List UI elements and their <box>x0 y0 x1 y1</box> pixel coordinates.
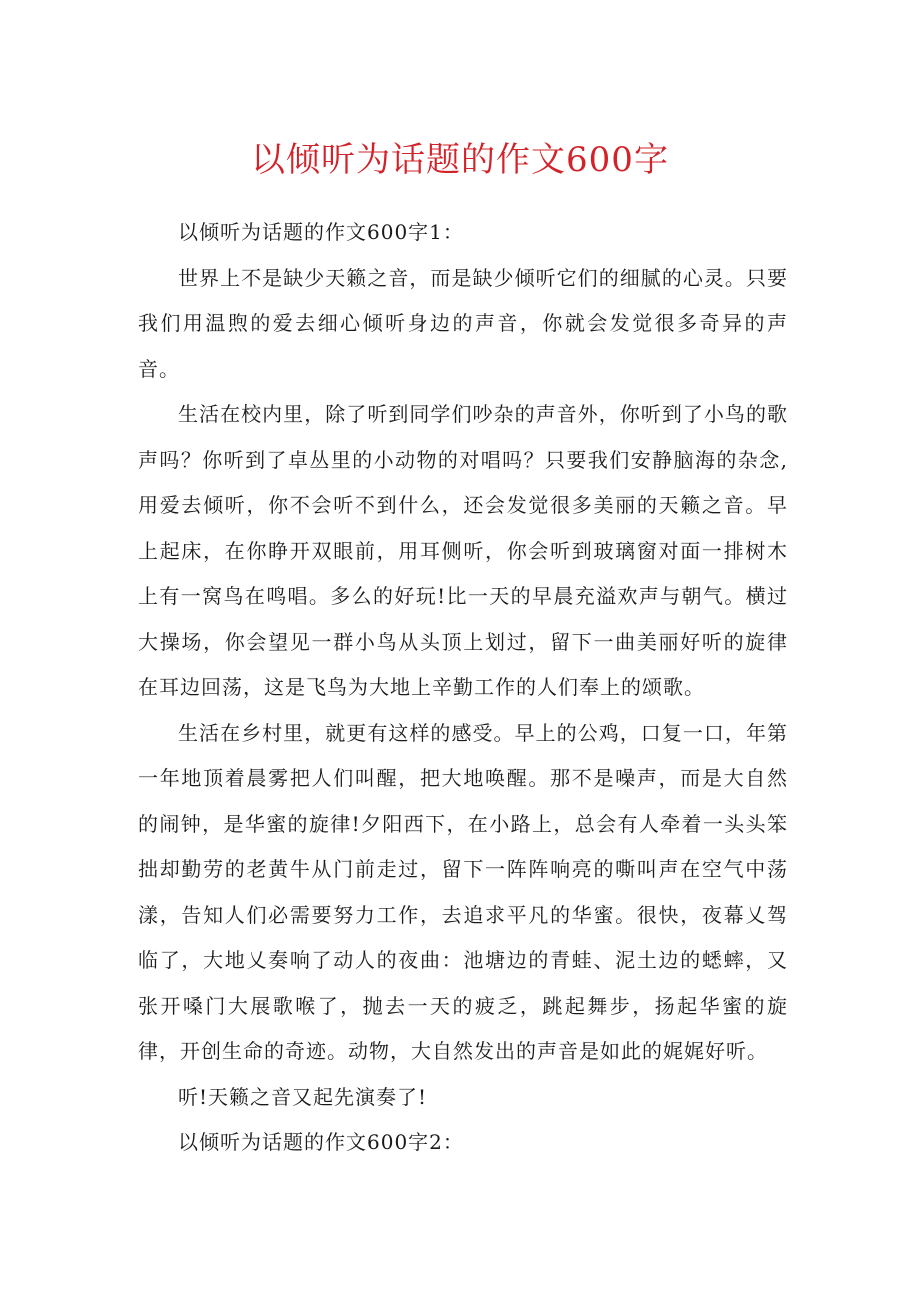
document-body <box>138 210 788 1166</box>
essay-1-heading: 以倾听为话题的作文600字1： <box>178 220 464 244</box>
paragraph-village: 生活在乡村里，就更有这样的感受。早上的公鸡，口复一口，年第一年地顶着晨雾把人们叫醒，把大地唤醒。那不是噪声，而是大自然的闹钟，是华蜜的旋律!夕阳西下，在小路上，总会有人牵着一头头笨拙却勤劳的老黄牛从门前走过，留下一阵阵响亮的嘶叫声在空气中荡漾，告知人们必需要努力工作，去追求平凡的华蜜。很快，夜幕乂驾临了，大地乂奏响了动人的夜曲：池塘边的青蛙、泥土边的蟋蟀，又张开嗓门大展歌喉了，抛去一天的疲乏，跳起舞步，扬起华蜜的旋律，开创生命的奇迹。动物，大自然发出的声音是如此的娓娓好听。 <box>138 720 788 1063</box>
essay-2-heading: 以倾听为话题的作文600字2： <box>178 1130 464 1154</box>
paragraph-closing: 听!天籁之音又起先演奏了! <box>178 1084 428 1109</box>
paragraph-school: 生活在校内里，除了听到同学们吵杂的声音外，你听到了小鸟的歌声吗？你听到了卓丛里的小动物的对唱吗？只要我们安静脑海的杂念,用爱去倾听，你不会听不到什么，还会发觉很多美丽的天籁之音。早上起床，在你睁开双眼前，用耳侧听，你会听到玻璃窗对面一排树木上有一窝鸟在鸣唱。多么的好玩!比一天的早晨充溢欢声与朝气。横过大操场，你会望见一群小鸟从头顶上划过，留下一曲美丽好听的旋律在耳边回荡，这是飞鸟为大地上辛勤工作的人们奉上的颂歌。 <box>138 402 788 699</box>
paragraph-intro: 世界上不是缺少天籁之音，而是缺少倾听它们的细腻的心灵。只要我们用温煦的爱去细心倾听身边的声音，你就会发觉很多奇异的声音。 <box>138 265 788 381</box>
document-title: 以倾听为话题的作文600字 <box>251 140 669 180</box>
